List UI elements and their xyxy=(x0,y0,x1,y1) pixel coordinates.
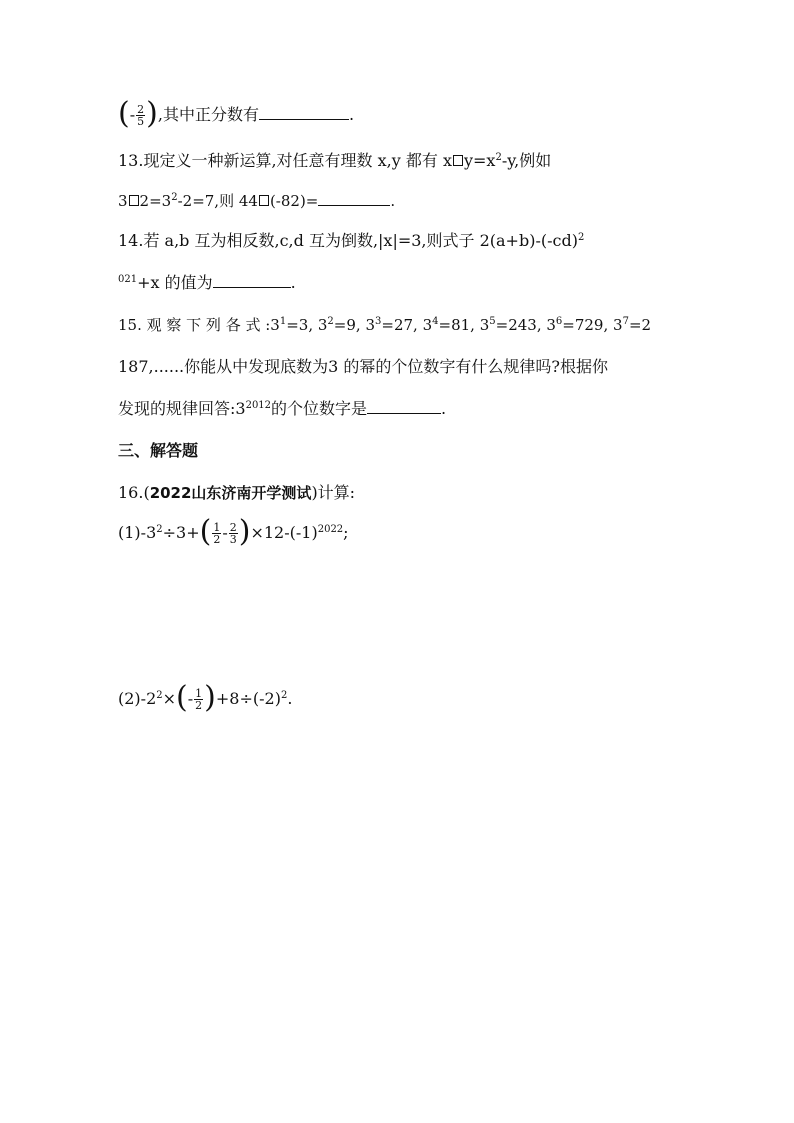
q12-text: 其中正分数有 xyxy=(162,105,259,124)
answer-blank[interactable] xyxy=(367,399,441,414)
fraction: $\frac{2}{3}$ xyxy=(229,521,237,546)
q15-line3: 发现的规律回答$:3^{2012}$的个位数字是 . xyxy=(118,399,447,418)
section-heading: 三、解答题 xyxy=(118,441,199,460)
fraction: $\frac{1}{2}$ xyxy=(195,687,203,712)
q15-line1: 15. 观 察 下 列 各 式 $:3^1=3$, $3^2=9$, $3^3=27$, $3^4=81$, $3^5=243$, $3^6=729$, $3^7=2$ xyxy=(118,316,652,334)
fraction-numerator: 2 xyxy=(137,103,145,116)
fraction: $\frac{1}{2}$ xyxy=(213,521,221,546)
left-paren: ( xyxy=(176,679,188,715)
q13-line2: 3 $2=3^2-2=7$,则 44 (-82)= . xyxy=(118,192,396,210)
answer-blank[interactable] xyxy=(318,191,390,206)
question-source: 2022山东济南开学测试 xyxy=(149,484,312,502)
right-paren: ) xyxy=(146,95,158,131)
operator-box-icon xyxy=(453,155,463,166)
right-paren: ) xyxy=(238,513,251,549)
operator-box-icon xyxy=(129,195,139,206)
q13-line1: 13.现定义一种新运算,对任意有理数 x,y 都有 x $y=x^2-y$,例如 xyxy=(118,151,552,170)
answer-blank[interactable] xyxy=(259,105,349,120)
left-paren: ( xyxy=(118,95,130,131)
q14-line2: $^{021}$+x 的值为 . xyxy=(118,273,296,292)
q15-line2: 187,......你能从中发现底数为3 的幂的个位数字有什么规律吗?根据你 xyxy=(118,357,608,376)
q16-part1: $(1)-3^2\div 3+$( $\frac{1}{2}$ - $\frac{2}{3}$ )$\times 12-(-1)^{2022}$; xyxy=(118,513,349,549)
q12-tail-line: (- $\frac{2}{5}$ ),其中正分数有 . xyxy=(118,95,355,131)
operator-box-icon xyxy=(259,195,269,206)
q16-part2: $(2)-2^2\times(-$ $\frac{1}{2}$ )$+8\div(-2)^2$. xyxy=(118,679,293,715)
fraction xyxy=(136,104,145,127)
fraction-denominator: 5 xyxy=(137,115,145,128)
left-paren: ( xyxy=(199,513,212,549)
q14-line1: 14.若 a,b 互为相反数,c,d 互为倒数,|x|=3,则式子 $2(a+b)-(-cd)^2$ xyxy=(118,231,585,250)
q16-header: 16.(2022山东济南开学测试)计算: xyxy=(118,483,356,502)
right-paren: ) xyxy=(204,679,216,715)
answer-blank[interactable] xyxy=(213,273,291,288)
